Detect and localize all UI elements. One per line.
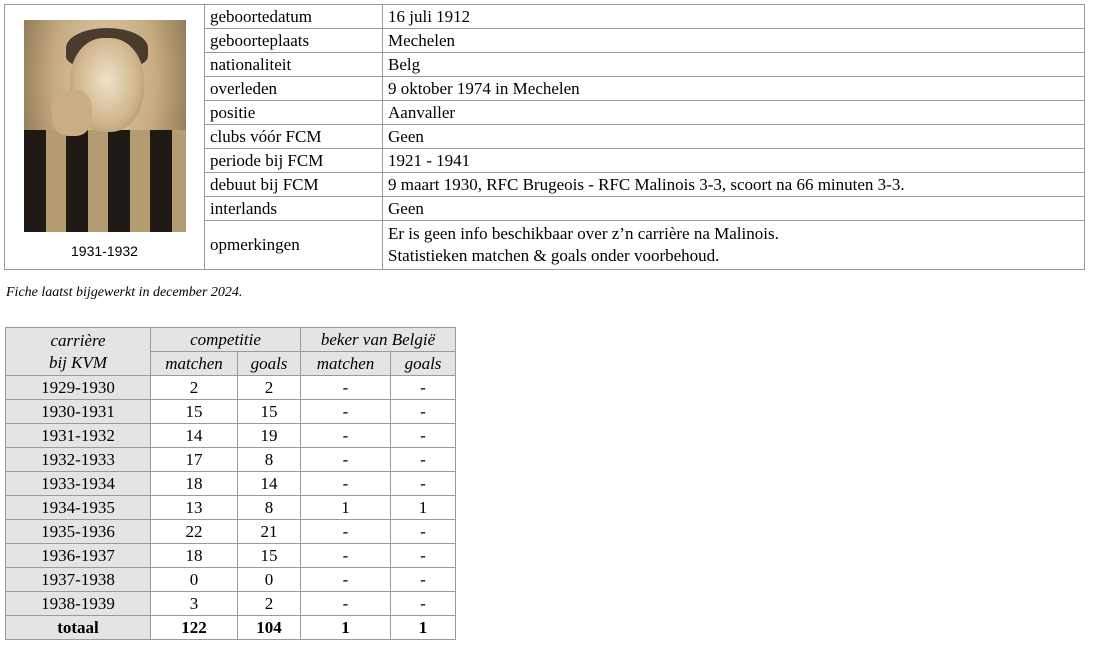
comp-goals-cell: 2: [238, 376, 301, 400]
profile-label: nationaliteit: [205, 53, 383, 77]
profile-label: periode bij FCM: [205, 149, 383, 173]
comp-goals-cell: 14: [238, 472, 301, 496]
total-beker-goals: 1: [391, 616, 456, 640]
photo-cell: [5, 5, 205, 270]
season-cell: 1934-1935: [6, 496, 151, 520]
beker-goals-cell: -: [391, 520, 456, 544]
profile-value-line: Er is geen info beschikbaar over z’n carrière na Malinois.: [388, 224, 779, 243]
comp-matchen-cell: 0: [151, 568, 238, 592]
profile-value: Geen: [383, 125, 1085, 149]
profile-label: overleden: [205, 77, 383, 101]
comp-matchen-cell: 13: [151, 496, 238, 520]
beker-matchen-header: matchen: [301, 352, 391, 376]
player-profile-table: [4, 4, 1085, 270]
stats-row: [6, 544, 456, 568]
profile-value-line: Statistieken matchen & goals onder voorbehoud.: [388, 246, 720, 265]
stats-row: [6, 400, 456, 424]
comp-goals-cell: 8: [238, 496, 301, 520]
profile-value: Aanvaller: [383, 101, 1085, 125]
update-note: Fiche laatst bijgewerkt in december 2024.: [6, 285, 243, 300]
comp-matchen-cell: 18: [151, 472, 238, 496]
comp-goals-cell: 15: [238, 544, 301, 568]
comp-matchen-cell: 22: [151, 520, 238, 544]
beker-matchen-cell: -: [301, 400, 391, 424]
career-header: [6, 328, 151, 376]
photo-caption: 1931-1932: [71, 243, 138, 259]
beker-goals-cell: -: [391, 376, 456, 400]
beker-matchen-cell: -: [301, 568, 391, 592]
comp-goals-cell: 15: [238, 400, 301, 424]
comp-matchen-cell: 18: [151, 544, 238, 568]
profile-value: 9 oktober 1974 in Mechelen: [383, 77, 1085, 101]
total-label: totaal: [6, 616, 151, 640]
comp-matchen-header: matchen: [151, 352, 238, 376]
comp-matchen-cell: 17: [151, 448, 238, 472]
total-beker-matchen: 1: [301, 616, 391, 640]
season-cell: 1936-1937: [6, 544, 151, 568]
profile-label: opmerkingen: [205, 221, 383, 270]
comp-goals-cell: 21: [238, 520, 301, 544]
profile-label: positie: [205, 101, 383, 125]
comp-matchen-cell: 15: [151, 400, 238, 424]
season-cell: 1932-1933: [6, 448, 151, 472]
beker-matchen-cell: -: [301, 424, 391, 448]
profile-rows: [5, 5, 1085, 270]
stats-row: [6, 496, 456, 520]
profile-value: 1921 - 1941: [383, 149, 1085, 173]
beker-matchen-cell: -: [301, 544, 391, 568]
beker-goals-cell: -: [391, 544, 456, 568]
stats-row: [6, 472, 456, 496]
profile-row: [5, 5, 1085, 29]
profile-label: interlands: [205, 197, 383, 221]
beker-matchen-cell: -: [301, 520, 391, 544]
beker-goals-header: goals: [391, 352, 456, 376]
comp-goals-cell: 8: [238, 448, 301, 472]
profile-value: Geen: [383, 197, 1085, 221]
profile-label: debuut bij FCM: [205, 173, 383, 197]
season-cell: 1938-1939: [6, 592, 151, 616]
season-cell: 1931-1932: [6, 424, 151, 448]
comp-goals-cell: 0: [238, 568, 301, 592]
competitie-header: competitie: [151, 328, 301, 352]
comp-goals-header: goals: [238, 352, 301, 376]
total-comp-goals: 104: [238, 616, 301, 640]
profile-value: [383, 221, 1085, 270]
beker-goals-cell: -: [391, 472, 456, 496]
profile-value: 16 juli 1912: [383, 5, 1085, 29]
career-header-line1: carrière: [50, 330, 106, 350]
comp-matchen-cell: 14: [151, 424, 238, 448]
season-cell: 1937-1938: [6, 568, 151, 592]
stats-row: [6, 376, 456, 400]
beker-matchen-cell: -: [301, 472, 391, 496]
beker-matchen-cell: 1: [301, 496, 391, 520]
comp-goals-cell: 2: [238, 592, 301, 616]
stats-row: [6, 520, 456, 544]
total-row: [6, 616, 456, 640]
total-comp-matchen: 122: [151, 616, 238, 640]
stats-rows: [6, 376, 456, 616]
season-cell: 1930-1931: [6, 400, 151, 424]
player-photo: [24, 20, 186, 232]
beker-matchen-cell: -: [301, 448, 391, 472]
stats-total: [6, 616, 456, 640]
profile-value: Belg: [383, 53, 1085, 77]
profile-label: geboorteplaats: [205, 29, 383, 53]
beker-header: beker van België: [301, 328, 456, 352]
stats-row: [6, 568, 456, 592]
beker-goals-cell: -: [391, 568, 456, 592]
stats-row: [6, 424, 456, 448]
profile-value: 9 maart 1930, RFC Brugeois - RFC Malinois 3-3, scoort na 66 minuten 3-3.: [383, 173, 1085, 197]
comp-goals-cell: 19: [238, 424, 301, 448]
season-cell: 1933-1934: [6, 472, 151, 496]
profile-label: geboortedatum: [205, 5, 383, 29]
profile-label: clubs vóór FCM: [205, 125, 383, 149]
comp-matchen-cell: 2: [151, 376, 238, 400]
beker-goals-cell: -: [391, 448, 456, 472]
stats-row: [6, 448, 456, 472]
career-header-line2: bij KVM: [48, 352, 108, 372]
beker-goals-cell: -: [391, 400, 456, 424]
season-cell: 1929-1930: [6, 376, 151, 400]
beker-goals-cell: -: [391, 424, 456, 448]
beker-matchen-cell: -: [301, 592, 391, 616]
career-stats-table: [5, 327, 456, 640]
beker-goals-cell: -: [391, 592, 456, 616]
beker-goals-cell: 1: [391, 496, 456, 520]
profile-value: Mechelen: [383, 29, 1085, 53]
stats-row: [6, 592, 456, 616]
beker-matchen-cell: -: [301, 376, 391, 400]
season-cell: 1935-1936: [6, 520, 151, 544]
stats-header: [6, 328, 456, 376]
comp-matchen-cell: 3: [151, 592, 238, 616]
